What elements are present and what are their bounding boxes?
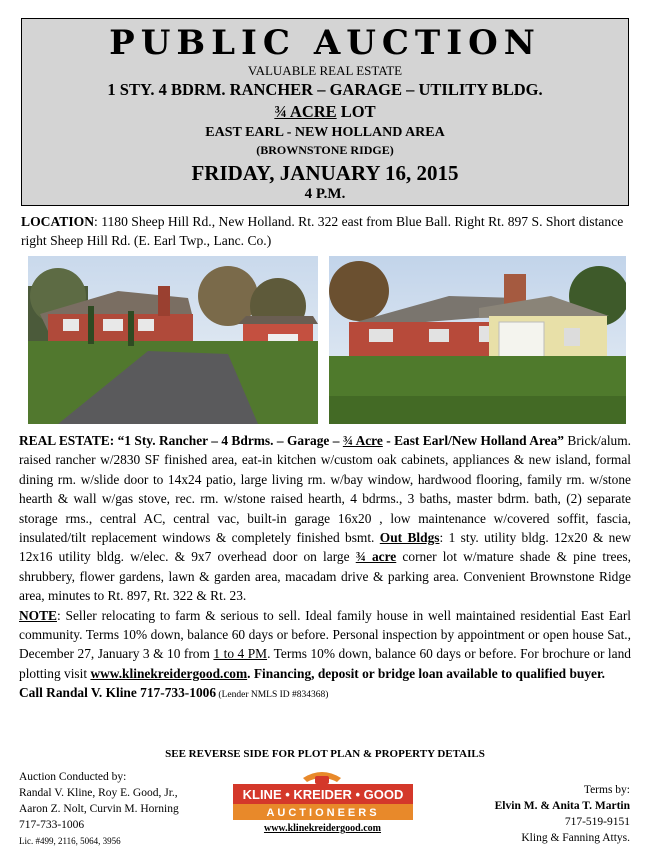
sub-area-line: (BROWNSTONE RIDGE) — [256, 143, 394, 157]
open-house-hours: 1 to 4 PM — [213, 646, 268, 662]
location-text: : 1180 Sheep Hill Rd., New Holland. Rt. 322 east from Blue Ball. Right Rt. 897 S. Short distance right Sheep Hill Rd. (E. Earl Twp., Lanc. Co.) — [21, 214, 624, 248]
conducted-heading: Auction Conducted by: — [19, 771, 127, 783]
note-text-b: . Terms 10% down, balance 60 days or before. For brochure or land plotting visit — [19, 646, 631, 681]
terms-heading: Terms by: — [583, 784, 630, 796]
logo-website[interactable]: www.klinekreidergood.com — [263, 823, 382, 834]
call-text: Call Randal V. Kline 717-733-1006 — [19, 685, 217, 701]
reverse-side-note: SEE REVERSE SIDE FOR PLOT PLAN & PROPERTY DETAILS — [165, 748, 485, 760]
real-estate-paragraph — [19, 431, 631, 606]
note-label: NOTE — [19, 607, 57, 623]
area-line: EAST EARL - NEW HOLLAND AREA — [205, 125, 445, 140]
call-line — [19, 683, 631, 705]
auction-time: 4 P.M. — [304, 186, 346, 202]
auction-date: FRIDAY, JANUARY 16, 2015 — [191, 161, 459, 185]
auction-conducted-by — [19, 769, 179, 849]
real-estate-description: Brick/alum. raised rancher w/2830 SF finished area, eat-in kitchen w/custom oak cabinets, appliances & new island, formal dining rm. w/slide door to 14x24 patio, large living rm. w/bay window, hardwood flooring, family rm. w/stone hearth & wall w/gas stove, rec. rm. w/stone raised hearth, 4 bdrms., 3 baths, master bdrm. bath, (2) separate storage rms., central AC, central vac, built-in garage 16x20 , low maintenance w/covered soffit, fascia, insulated/tilt replacement windows & completely finished bsmt. — [19, 433, 631, 546]
real-estate-intro-a: : “1 Sty. Rancher – 4 Bdrms. – Garage – — [109, 433, 343, 448]
lot-word: LOT — [336, 102, 376, 121]
out-buildings-acre: ¾ acre — [355, 549, 397, 565]
sellers-phone: 717-519-9151 — [564, 816, 630, 828]
auctioneers-line2: Aaron Z. Nolt, Curvin M. Horning — [19, 803, 179, 815]
property-summary: 1 STY. 4 BDRM. RANCHER – GARAGE – UTILITY BLDG. — [107, 80, 543, 99]
logo-name: KLINE • KREIDER • GOOD — [242, 787, 404, 802]
website-link[interactable]: www.klinekreidergood.com — [90, 665, 248, 681]
description-block — [19, 431, 631, 706]
location-paragraph — [21, 212, 631, 250]
sellers-names: Elvin M. & Anita T. Martin — [494, 800, 630, 812]
logo-tagline: AUCTIONEERS — [266, 807, 380, 819]
lot-size-line — [22, 102, 628, 122]
nmls-id: (Lender NMLS ID #834368) — [216, 690, 329, 701]
house-photo-left — [28, 256, 318, 424]
lot-size: ¾ ACRE — [274, 102, 337, 121]
out-buildings-label: Out Bldgs — [379, 530, 440, 546]
page-title: PUBLIC AUCTION — [109, 23, 541, 63]
real-estate-intro-b: - East Earl/New Holland Area” — [382, 433, 564, 448]
subtitle: VALUABLE REAL ESTATE — [247, 63, 403, 78]
location-label: LOCATION — [21, 214, 95, 229]
auctioneer-phone: 717-733-1006 — [19, 819, 85, 831]
house-photo-right — [329, 256, 626, 424]
auctioneers-line1: Randal V. Kline, Roy E. Good, Jr., — [19, 787, 178, 799]
note-paragraph — [19, 606, 631, 684]
note-text-c: . Financing, deposit or bridge loan available to qualified buyer. — [247, 665, 606, 681]
terms-by — [495, 782, 630, 846]
header-box — [21, 18, 629, 206]
attorneys: Kling & Fanning Attys. — [521, 832, 630, 844]
real-estate-acre: ¾ Acre — [342, 433, 383, 448]
note-text-a: : Seller relocating to farm & serious to sell. Ideal family house in well maintained residential East Earl community. Terms 10% down, balance 60 days or before. Personal inspection by appointment or open house Sat., December 27, January 3 & 10 from — [19, 607, 631, 662]
gavel-icon — [315, 776, 329, 784]
real-estate-label: REAL ESTATE — [19, 433, 110, 448]
out-buildings-rest: corner lot w/mature shade & pine trees, shrubbery, flower gardens, lawn & garden area, macadam drive & parking area. Convenient Brownstone Ridge area, minutes to Rt. 897, Rt. 322 & Rt. 23. — [19, 549, 631, 604]
license-numbers: Lic. #499, 2116, 5064, 3956 — [19, 836, 121, 846]
out-buildings-text: : 1 sty. utility bldg. 12x20 & new 12x16 utility bldg. w/elec. & 9x7 overhead door on large — [19, 530, 631, 565]
